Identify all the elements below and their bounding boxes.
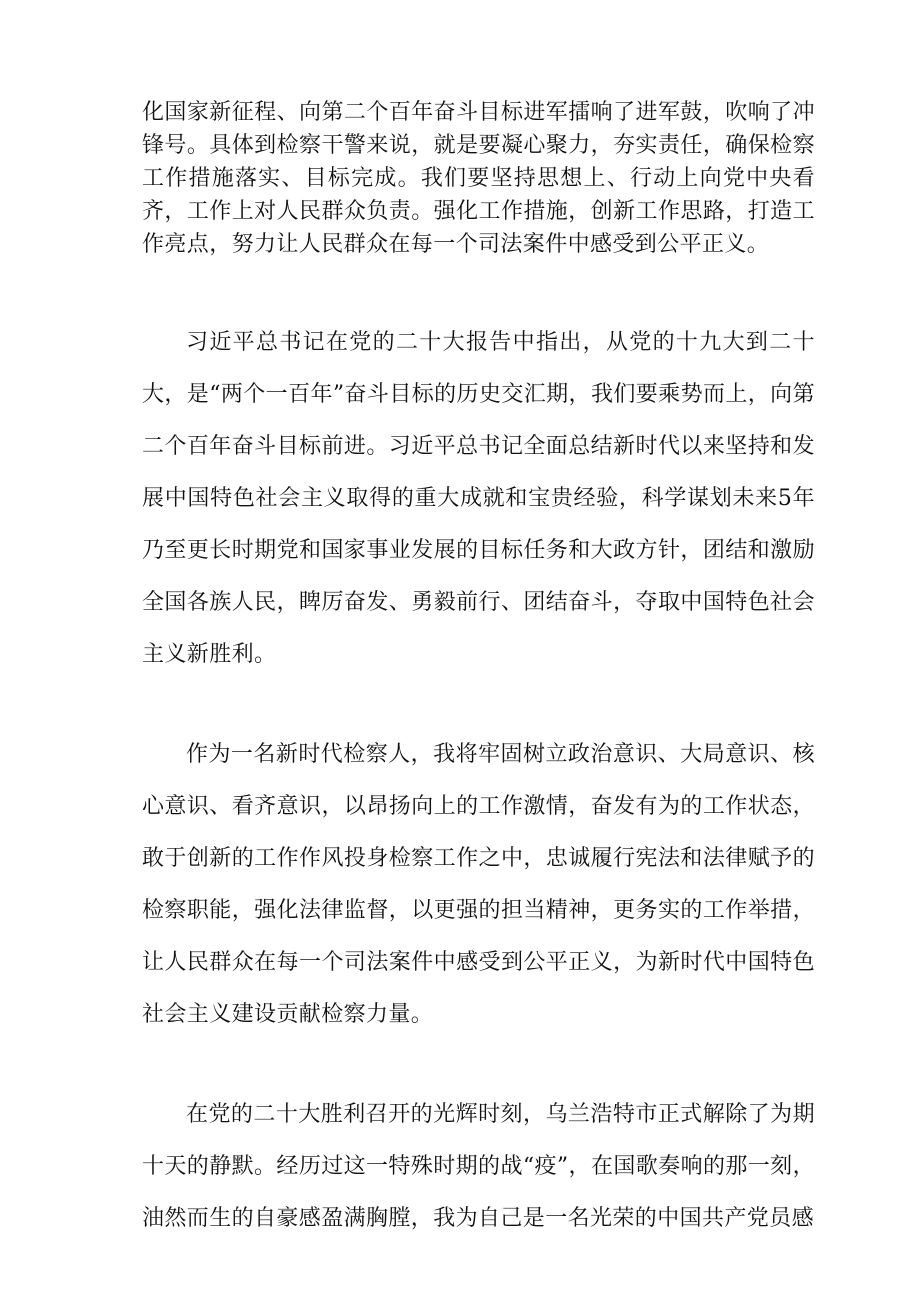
paragraph-continuation: 化国家新征程、向第二个百年奋斗目标进军擂响了进军鼓，吹响了冲锋号。具体到检察干警来说，就是要凝心聚力，夯实责任，确保检察工作措施落实、目标完成。我们要坚持思想上、行动上向党中央看齐，工作上对人民群众负责。强化工作措施，创新工作思路，打造工作亮点，努力让人民群众在每一个司法案件中感受到公平正义。 <box>142 100 815 257</box>
paragraph-xi-report: 习近平总书记在党的二十大报告中指出，从党的十九大到二十大，是“两个一百年”奋斗目标的历史交汇期，我们要乘势而上，向第二个百年奋斗目标前进。习近平总书记全面总结新时代以来坚持和发展中国特色社会主义取得的重大成就和宝贵经验，科学谋划未来5年乃至更长时期党和国家事业发展的目标任务和大政方针，团结和激励全国各族人民，睥厉奋发、勇毅前行、团结奋斗，夺取中国特色社会主义新胜利。 <box>142 330 815 667</box>
paragraph-procurator-pledge: 作为一名新时代检察人，我将牢固树立政治意识、大局意识、核心意识、看齐意识，以昂扬向上的工作激情，奋发有为的工作状态，敢于创新的工作作风投身检察工作之中，忠诚履行宪法和法律赋予的检察职能，强化法律监督，以更强的担当精神，更务实的工作举措，让人民群众在每一个司法案件中感受到公平正义，为新时代中国特色社会主义建设贡献检察力量。 <box>142 742 815 1027</box>
paragraph-ulanhot-lockdown: 在党的二十大胜利召开的光辉时刻，乌兰浩特市正式解除了为期十天的静默。经历过这一特殊时期的战“疫”，在国歌奏响的那一刻，油然而生的自豪感盈满胸膛，我为自己是一名光荣的中国共产党员感 <box>142 1102 815 1231</box>
